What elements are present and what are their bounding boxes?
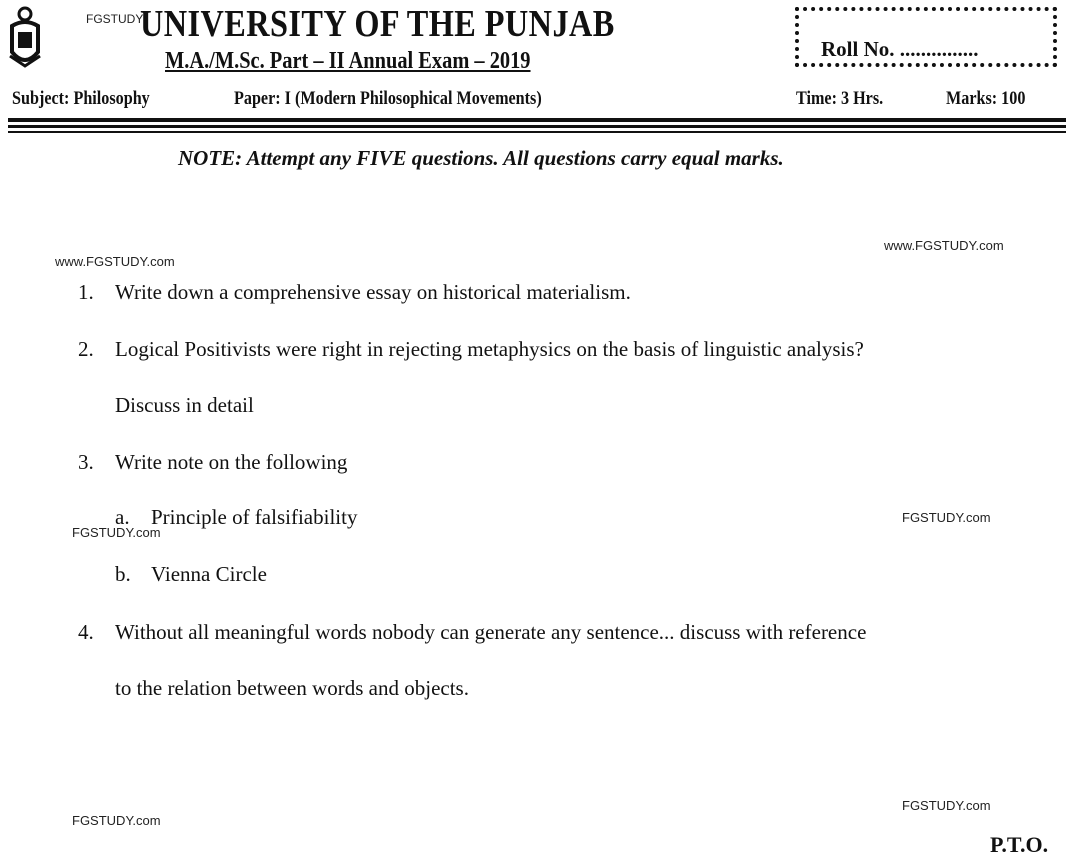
marks: Marks: 100 <box>946 88 1026 109</box>
question-text: Logical Positivists were right in rejecting metaphysics on the basis of linguistic analysis? <box>115 337 864 361</box>
question-text: to the relation between words and objects. <box>115 676 469 700</box>
watermark: FGSTUDY.com <box>72 813 161 828</box>
subpart-text: Vienna Circle <box>151 562 267 586</box>
paper: Paper: I (Modern Philosophical Movements) <box>234 88 542 109</box>
instructions-note: NOTE: Attempt any FIVE questions. All questions carry equal marks. <box>178 146 784 170</box>
question-number: 3. <box>78 450 94 474</box>
question-text: Discuss in detail <box>115 393 254 417</box>
university-title: UNIVERSITY OF THE PUNJAB <box>140 3 615 45</box>
question-text: Write note on the following <box>115 450 348 474</box>
watermark: www.FGSTUDY.com <box>55 254 175 269</box>
question-text: Write down a comprehensive essay on historical materialism. <box>115 280 631 304</box>
subject: Subject: Philosophy <box>12 88 150 109</box>
exam-title: M.A./M.Sc. Part – II Annual Exam – 2019 <box>165 48 531 74</box>
roll-number-label: Roll No. ............... <box>821 37 979 61</box>
time: Time: 3 Hrs. <box>796 88 884 109</box>
page-turn-note: P.T.O. <box>990 832 1049 857</box>
watermark: FGSTUDY.com <box>72 525 161 540</box>
divider <box>8 125 1066 128</box>
subpart-text: Principle of falsifiability <box>151 505 358 529</box>
roll-number-box <box>795 7 1057 67</box>
question-number: 2. <box>78 337 94 361</box>
university-crest-logo <box>6 6 44 70</box>
question-number: 4. <box>78 620 94 644</box>
divider <box>8 118 1066 122</box>
watermark: www.FGSTUDY.com <box>884 238 1004 253</box>
question-text: Without all meaningful words nobody can generate any sentence... discuss with reference <box>115 620 867 644</box>
question-number: 1. <box>78 280 94 304</box>
subpart-label: b. <box>115 562 131 586</box>
subpart-label: a. <box>115 505 130 529</box>
watermark: FGSTUDY <box>86 12 144 26</box>
watermark: FGSTUDY.com <box>902 510 991 525</box>
watermark: FGSTUDY.com <box>902 798 991 813</box>
divider <box>8 131 1066 133</box>
